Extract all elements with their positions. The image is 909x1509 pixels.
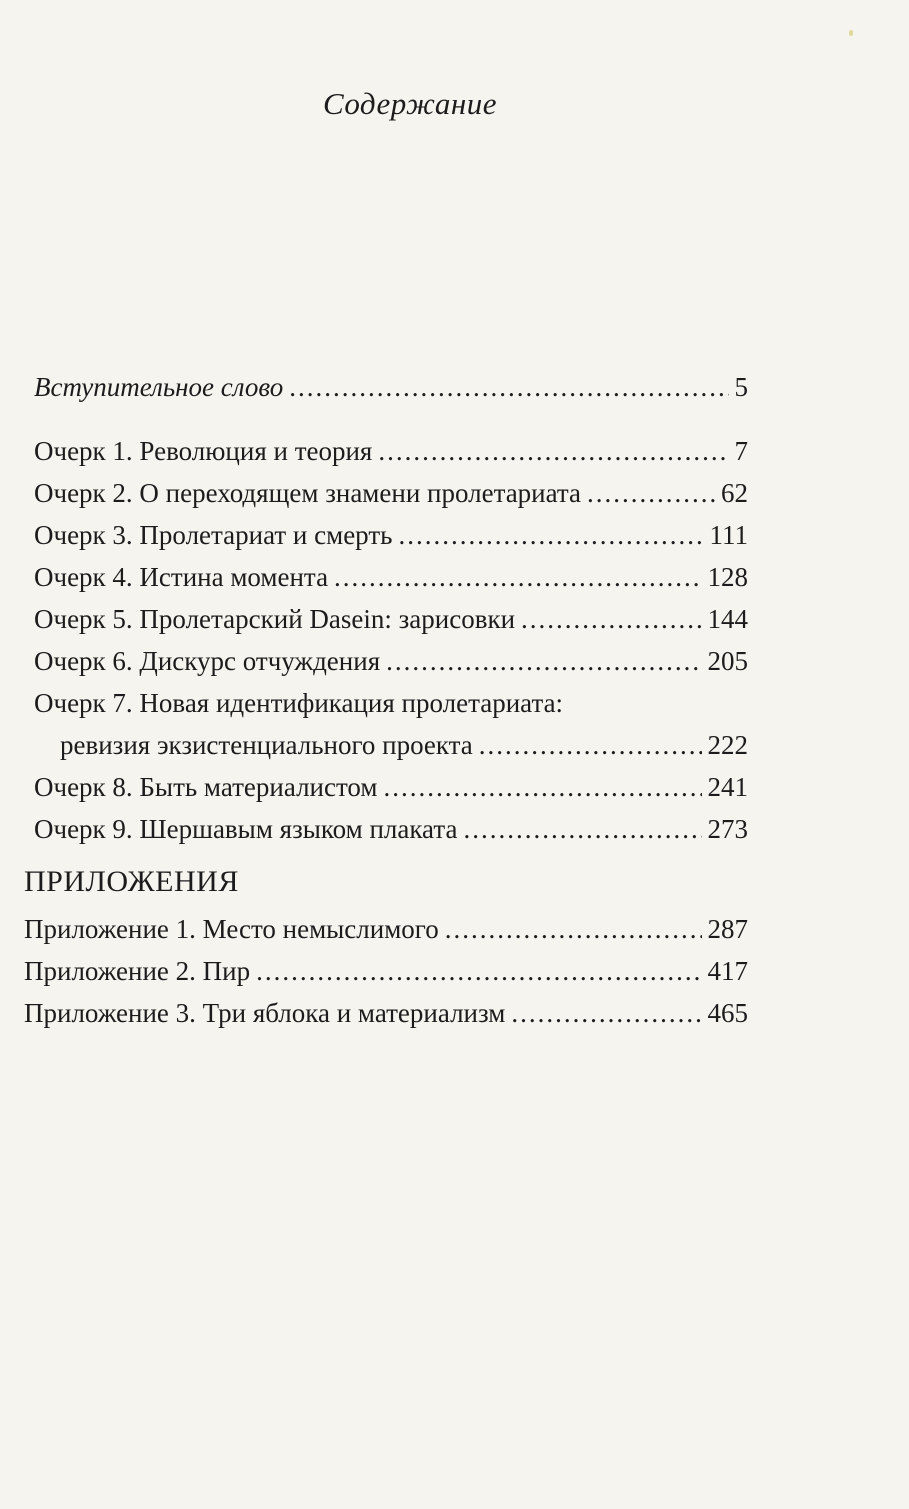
dot-leader: [511, 992, 701, 1034]
toc-page-number: 287: [707, 914, 748, 944]
toc-page-number: 273: [707, 814, 748, 844]
toc-title: Содержание: [322, 86, 498, 121]
toc-entry-label: Очерк 5. Пролетарский Dasein: зарисовки: [34, 604, 516, 634]
dot-leader: [289, 366, 728, 408]
toc-entry-label: Очерк 1. Революция и теория: [34, 436, 373, 466]
toc-entry-appendix-1: [24, 908, 748, 950]
toc-entry-label: Очерк 7. Новая идентификация пролетариата:: [34, 688, 564, 718]
toc-entry-chapter-4: [24, 556, 748, 598]
toc-entry-label: Очерк 2. О переходящем знамени пролетариата: [34, 478, 582, 508]
toc-entry-label: Очерк 6. Дискурс отчуждения: [34, 646, 381, 676]
toc-entry-intro: [24, 366, 748, 408]
toc-entry-appendix-3: [24, 992, 748, 1034]
toc-page-number: 241: [707, 772, 748, 802]
toc-page-number: 111: [709, 520, 748, 550]
toc-entry-label: Очерк 4. Истина момента: [34, 562, 329, 592]
toc-entry-label: Приложение 1. Место немыслимого: [24, 914, 439, 944]
toc-page-number: 7: [734, 436, 748, 466]
toc-entry-chapter-7: [24, 682, 748, 724]
dot-leader: [378, 430, 728, 472]
toc-entry-chapter-9: [24, 808, 748, 850]
toc-entry-label: Очерк 3. Пролетариат и смерть: [34, 520, 393, 550]
table-of-contents: [24, 366, 748, 1034]
toc-entry-chapter-8: [24, 766, 748, 808]
dot-leader: [256, 950, 701, 992]
toc-page-number: 144: [707, 604, 748, 634]
toc-page-number: 465: [707, 998, 748, 1028]
toc-entry-chapter-2: [24, 472, 748, 514]
toc-entry-label: Приложение 3. Три яблока и материализм: [24, 998, 506, 1028]
dot-leader: [386, 640, 701, 682]
toc-page-number: 222: [707, 730, 748, 760]
toc-page-number: 128: [707, 562, 748, 592]
dot-leader: [521, 598, 701, 640]
toc-entry-chapter-6: [24, 640, 748, 682]
toc-entry-label: Очерк 8. Быть материалистом: [34, 772, 378, 802]
toc-entry-label: Приложение 2. Пир: [24, 956, 251, 986]
dot-leader: [384, 766, 702, 808]
dot-leader: [463, 808, 701, 850]
toc-entry-chapter-1: [24, 430, 748, 472]
toc-entry-chapter-7-continuation: [24, 724, 748, 766]
paper-speck: [849, 30, 853, 36]
dot-leader: [479, 724, 702, 766]
toc-entry-label: Очерк 9. Шершавым языком плаката: [34, 814, 458, 844]
dot-leader: [398, 514, 703, 556]
dot-leader: [334, 556, 701, 598]
dot-leader: [587, 472, 715, 514]
appendix-heading: ПРИЛОЖЕНИЯ: [24, 865, 239, 898]
toc-entry-chapter-3: [24, 514, 748, 556]
toc-entry-label: Вступительное слово: [34, 372, 284, 402]
toc-page-number: 62: [721, 478, 748, 508]
toc-entry-chapter-5: [24, 598, 748, 640]
toc-entry-appendix-2: [24, 950, 748, 992]
toc-page-number: 417: [707, 956, 748, 986]
toc-page-number: 5: [734, 372, 748, 402]
toc-page-number: 205: [707, 646, 748, 676]
dot-leader: [445, 908, 702, 950]
toc-entry-label: ревизия экзистенциального проекта: [60, 730, 473, 760]
